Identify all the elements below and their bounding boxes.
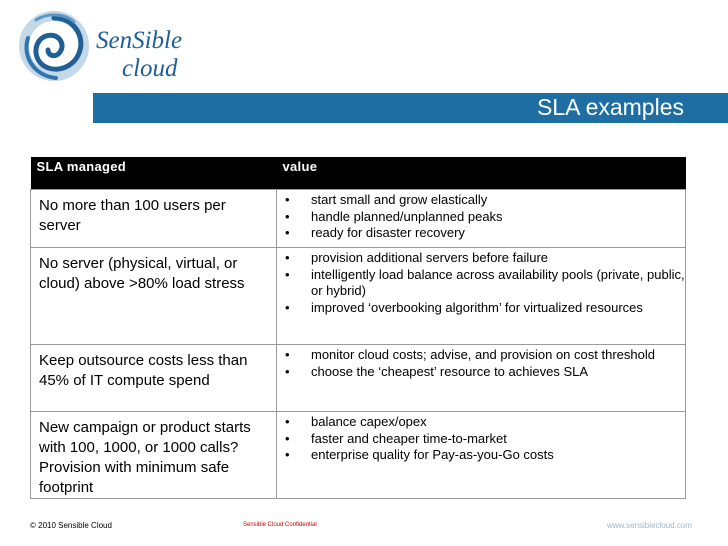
value-bullet: • intelligently load balance across availability pools (private, public, or hybrid) [285, 266, 685, 298]
value-bullet: • faster and cheaper time-to-market [285, 430, 507, 446]
logo-line2: cloud [122, 55, 178, 82]
swirl-logo-icon [24, 15, 84, 78]
sla-managed-cell: Keep outsource costs less than 45% of IT compute spend [31, 345, 277, 412]
sla-managed-cell: No more than 100 users per server [31, 190, 277, 248]
sla-managed-cell: No server (physical, virtual, or cloud) above >80% load stress [31, 248, 277, 345]
value-bullet: • handle planned/unplanned peaks [285, 208, 503, 224]
footer-confidential: Sensible Cloud Confidential [243, 522, 317, 528]
value-bullet: • enterprise quality for Pay-as-you-Go costs [285, 447, 554, 462]
table-row [31, 190, 686, 248]
value-bullet: • balance capex/opex [285, 414, 427, 429]
value-cell [277, 248, 686, 345]
table-header-row [31, 157, 686, 190]
header-sla-managed: SLA managed [31, 157, 277, 190]
value-bullet: • monitor cloud costs; advise, and provision on cost threshold [285, 347, 655, 362]
footer-url-link[interactable]: www.sensiblecloud.com [607, 521, 692, 530]
footer-copyright: © 2010 Sensible Cloud [30, 521, 112, 530]
sla-managed-cell: New campaign or product starts with 100, 1000, or 1000 calls? Provision with minimum safe footprint [31, 412, 277, 499]
value-bullet: • provision additional servers before failure [285, 250, 549, 265]
sla-table [30, 157, 686, 499]
value-cell [277, 345, 686, 412]
header-value: value [277, 157, 686, 190]
value-bullet: • start small and grow elastically [285, 192, 488, 207]
logo-line1: SenSible [96, 27, 183, 54]
sensible-cloud-logo [14, 8, 214, 88]
table-row [31, 345, 686, 412]
value-bullet: • choose the ‘cheapest’ resource to achieves SLA [285, 363, 589, 379]
value-bullet: • ready for disaster recovery [285, 225, 465, 240]
value-cell [277, 190, 686, 248]
value-bullet: • improved ‘overbooking algorithm’ for virtualized resources [285, 299, 643, 315]
page-title: SLA examples [536, 94, 684, 120]
value-cell [277, 412, 686, 499]
table-row [31, 248, 686, 345]
title-bar [93, 93, 728, 123]
table-row [31, 412, 686, 499]
